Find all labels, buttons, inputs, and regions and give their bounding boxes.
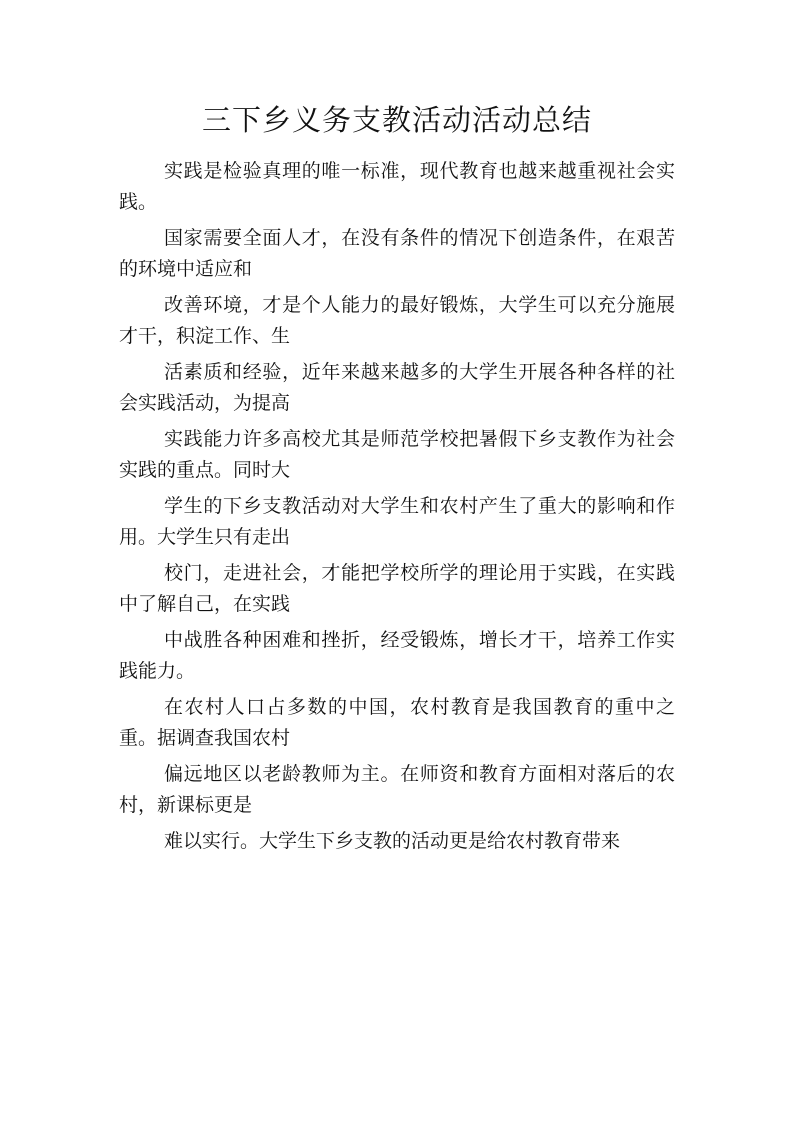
paragraph: 学生的下乡支教活动对大学生和农村产生了重大的影响和作用。大学生只有走出 [119, 495, 675, 548]
paragraph: 难以实行。大学生下乡支教的活动更是给农村教育带来 [164, 830, 621, 852]
paragraph: 实践能力许多高校尤其是师范学校把暑假下乡支教作为社会实践的重点。同时大 [119, 428, 675, 481]
paragraph: 在农村人口占多数的中国，农村教育是我国教育的重中之重。据调查我国农村 [119, 696, 675, 749]
paragraph: 偏远地区以老龄教师为主。在师资和教育方面相对落后的农村，新课标更是 [119, 763, 675, 816]
paragraph: 国家需要全面人才，在没有条件的情况下创造条件，在艰苦的环境中适应和 [119, 227, 675, 280]
paragraph: 校门，走进社会，才能把学校所学的理论用于实践，在实践中了解自己，在实践 [119, 562, 675, 615]
paragraph: 中战胜各种困难和挫折，经受锻炼，增长才干，培养工作实践能力。 [119, 629, 675, 682]
document-title: 三下乡义务支教活动活动总结 [201, 103, 592, 137]
paragraph: 改善环境，才是个人能力的最好锻炼，大学生可以充分施展才干，积淀工作、生 [119, 294, 675, 347]
paragraph: 实践是检验真理的唯一标准，现代教育也越来越重视社会实践。 [119, 160, 675, 213]
document-body [119, 156, 675, 862]
paragraph: 活素质和经验，近年来越来越多的大学生开展各种各样的社会实践活动，为提高 [119, 361, 675, 414]
